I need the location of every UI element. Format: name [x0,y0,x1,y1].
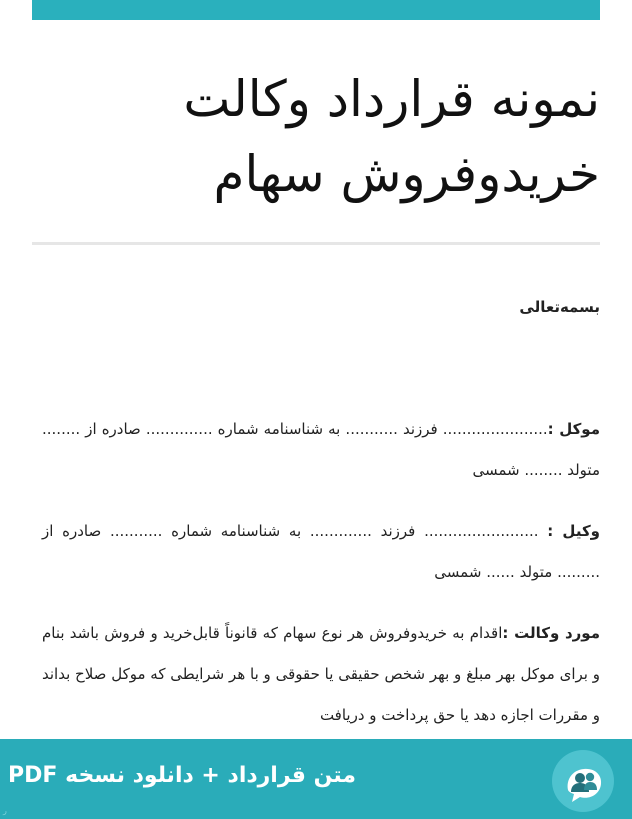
bismillah-heading: بسمه‌تعالی [519,298,600,316]
download-banner[interactable] [0,739,632,819]
title-line-2: خریدوفروش سهام [213,145,600,203]
agent-label: وکیل : [547,522,600,540]
download-label[interactable] [8,763,356,788]
subject-paragraph [42,613,600,739]
page-title [32,62,600,212]
title-divider [32,242,600,245]
agent-paragraph [42,511,600,593]
users-chat-icon [552,750,614,812]
corner-mark: ر [3,806,7,815]
agent-text: ........................ فرزند ............. به شناسنامه شماره ........... صادره از ......... متولد ...... شمسی [42,522,600,581]
principal-text: ...................... فرزند ........... به شناسنامه شماره .............. صادره از ........ متولد ........ شمسی [42,420,600,479]
download-label-text: متن قرارداد + دانلود نسخه [57,763,356,788]
principal-paragraph [42,409,600,491]
subject-text: اقدام به خریدوفروش هر نوع سهام که قانوناً قابل‌خرید و فروش باشد بنام و برای موکل بهر مبلغ و بهر شخص حقیقی یا حقوقی و با هر شرایطی که موکل صلاح بداند و مقررات اجازه دهد یا حق پرداخت و دریافت [42,624,600,724]
title-line-1: نمونه قرارداد وکالت [183,70,600,128]
subject-label: مورد وکالت : [502,624,600,642]
principal-label: موکل : [547,420,600,438]
top-accent-bar [32,0,600,20]
download-label-pdf: PDF [8,763,58,788]
